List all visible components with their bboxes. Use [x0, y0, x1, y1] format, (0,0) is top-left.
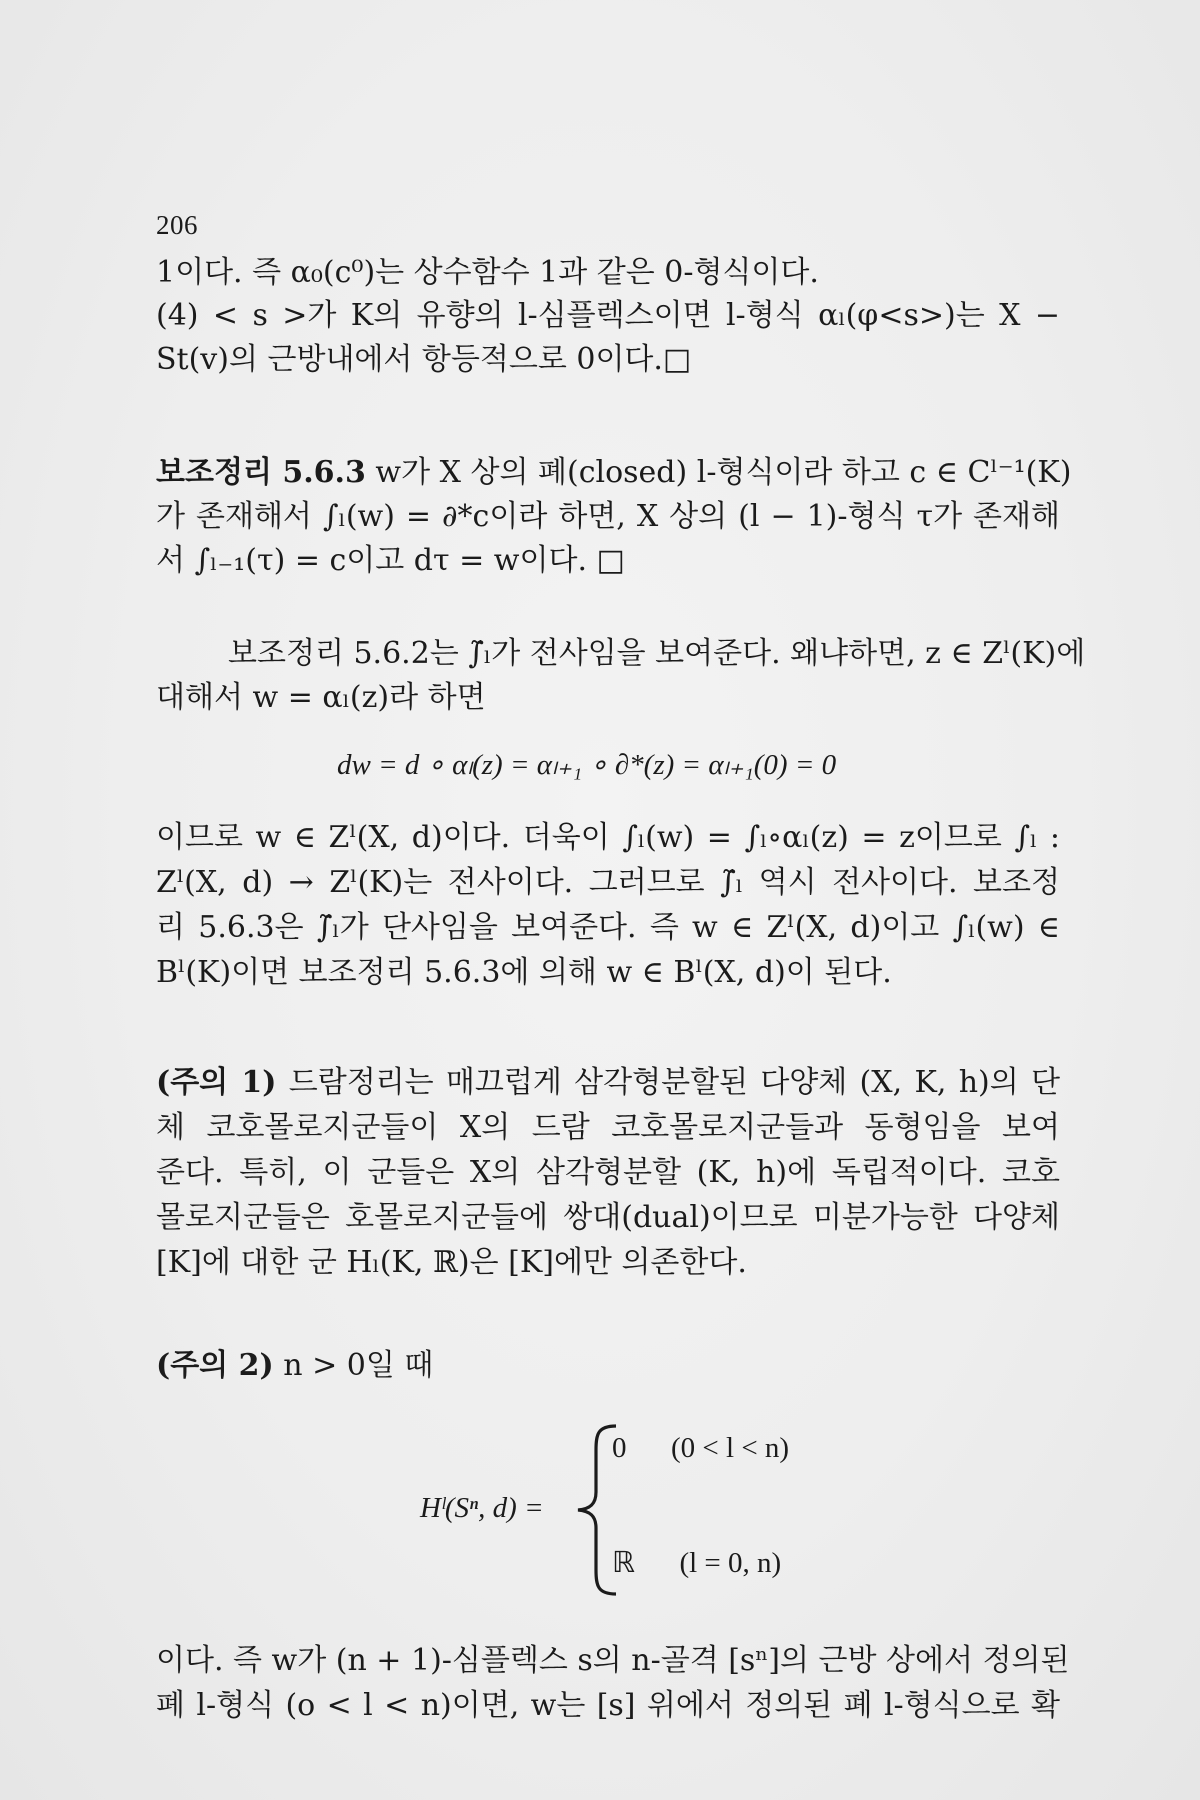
text-line: 몰로지군들은 호몰로지군들에 쌍대(dual)이므로 미분가능한 다양체 [156, 1200, 1060, 1235]
note-text: n > 0일 때 [283, 1348, 434, 1383]
case-condition: (l = 0, n) [679, 1547, 782, 1579]
lemma-line [156, 453, 1072, 493]
case-row-2 [612, 1545, 781, 1580]
case-condition: (0 < l < n) [671, 1432, 790, 1464]
note-text: 드람정리는 매끄럽게 삼각형분할된 다양체 (X, K, h)의 단 [288, 1065, 1060, 1100]
lemma-label: 보조정리 5.6.3 [156, 455, 366, 490]
text-line: Bˡ(K)이면 보조정리 5.6.3에 의해 w ∈ Bˡ(X, d)이 된다. [156, 955, 892, 990]
text-line: 이다. 즉 w가 (n + 1)-심플렉스 s의 n-골격 [sⁿ]의 근방 상에서 정의된 [156, 1643, 1070, 1678]
text-line: 폐 l-형식 (o < l < n)이면, w는 [s] 위에서 정의된 폐 l-형식으로 확 [156, 1688, 1060, 1723]
case-value: ℝ [612, 1547, 635, 1579]
text-line: 서 ∫ₗ₋₁(τ) = c이고 dτ = w이다. □ [156, 543, 625, 578]
text-line: 이므로 w ∈ Zˡ(X, d)이다. 더욱이 ∫ₗ(w) = ∫ₗ∘αₗ(z) = z이므로 ∫ₗ : [156, 820, 1060, 855]
note-label: (주의 2) [156, 1348, 274, 1383]
case-row-1 [612, 1432, 789, 1465]
cases-equation-lhs: Hˡ(Sⁿ, d) = [420, 1492, 544, 1524]
display-equation: dw = d ∘ αₗ(z) = αₗ₊₁ ∘ ∂*(z) = αₗ₊₁(0) = 0 [337, 749, 837, 781]
page-number: 206 [156, 210, 198, 240]
case-value: 0 [612, 1432, 627, 1464]
text-line: 리 5.6.3은 ∫̃ₗ가 단사임을 보여준다. 즉 w ∈ Zˡ(X, d)이고 ∫ₗ(w) ∈ [156, 910, 1060, 945]
text-line: 가 존재해서 ∫ₗ(w) = ∂*c이라 하면, X 상의 (l − 1)-형식 τ가 존재해 [156, 499, 1060, 534]
text-line: 체 코호몰로지군들이 X의 드람 코호몰로지군들과 동형임을 보여 [156, 1110, 1060, 1145]
text-line: 1이다. 즉 α₀(c⁰)는 상수함수 1과 같은 0-형식이다. [156, 255, 819, 290]
text-line: (4) < s >가 K의 유향의 l-심플렉스이면 l-형식 αₗ(φ<s>)는 X − [156, 298, 1060, 333]
text-line: [K]에 대한 군 Hₗ(K, ℝ)은 [K]에만 의존한다. [156, 1245, 747, 1280]
lemma-text: w가 X 상의 폐(closed) l-형식이라 하고 c ∈ Cˡ⁻¹(K) [375, 455, 1072, 490]
note-label: (주의 1) [156, 1065, 277, 1100]
note-line [156, 1346, 433, 1386]
text-line: Zˡ(X, d) → Zˡ(K)는 전사이다. 그러므로 ∫̃ₗ 역시 전사이다. 보조정 [156, 865, 1060, 900]
text-line: 준다. 특히, 이 군들은 X의 삼각형분할 (K, h)에 독립적이다. 코호 [156, 1155, 1060, 1190]
text-line: 대해서 w = αₗ(z)라 하면 [156, 680, 486, 715]
text-line: 보조정리 5.6.2는 ∫̃ₗ가 전사임을 보여준다. 왜냐하면, z ∈ Zˡ(K)에 [228, 636, 1086, 671]
note-line [156, 1063, 1060, 1103]
text-line: St(v)의 근방내에서 항등적으로 0이다.□ [156, 342, 692, 377]
